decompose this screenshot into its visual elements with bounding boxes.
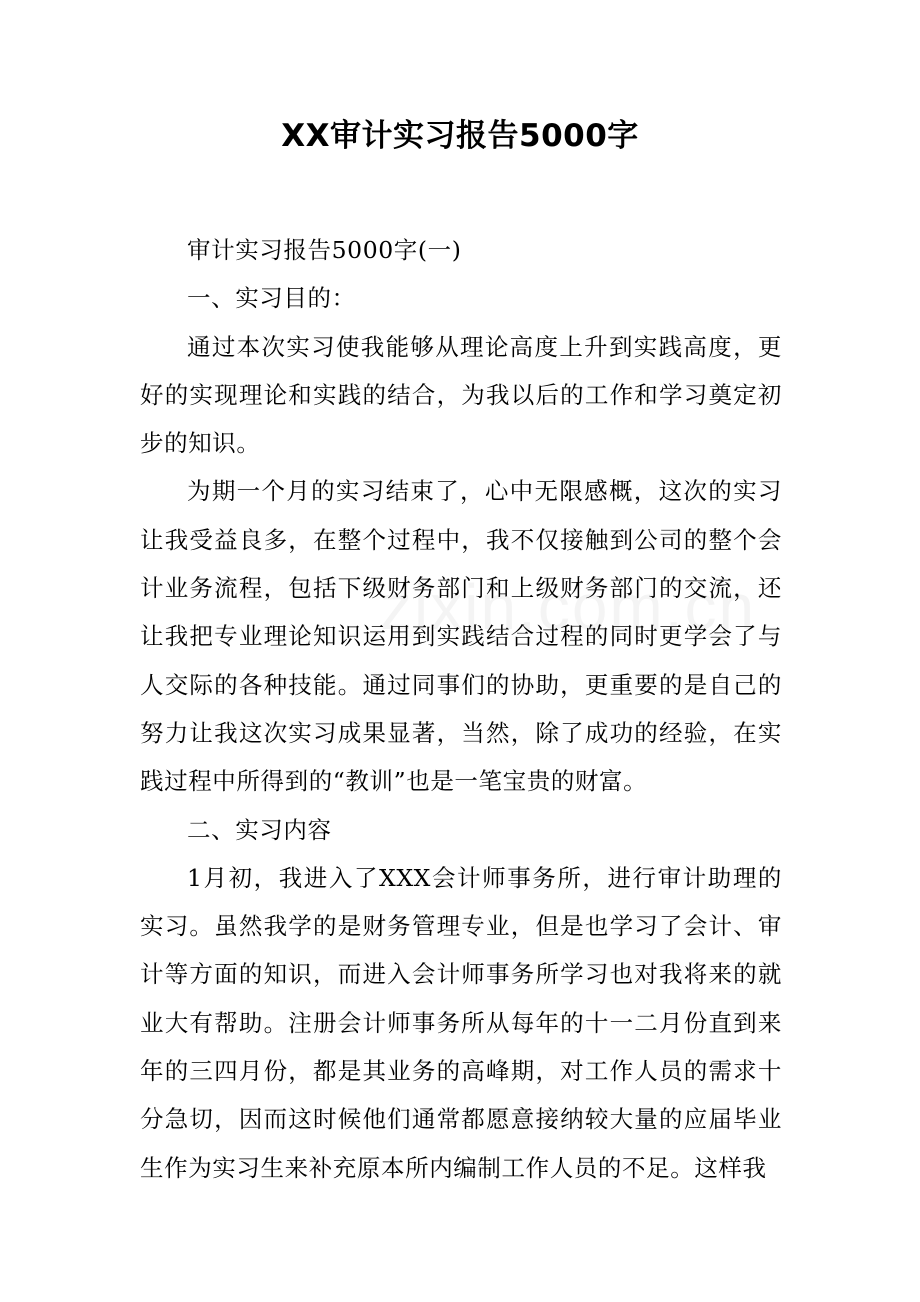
body-paragraph: 为期一个月的实习结束了，心中无限感概，这次的实习让我受益良多，在整个过程中，我不仅接触到公司的整个会计业务流程，包括下级财务部门和上级财务部门的交流，还让我把专业理论知识运用到实践结合过程的同时更学会了与人交际的各种技能。通过同事们的协助，更重要的是自己的努力让我这次实习成果显著，当然，除了成功的经验，在实践过程中所得到的“教训”也是一笔宝贵的财富。: [140, 477, 782, 796]
subsection-heading: 二、实习内容: [187, 815, 332, 844]
subsection-heading: 一、实习目的：: [187, 284, 356, 313]
section-heading: 审计实习报告5000字(一): [187, 236, 462, 264]
document-title: XX审计实习报告5000字: [281, 118, 639, 154]
body-paragraph: 1月初，我进入了XXX会计师事务所，进行审计助理的实习。虽然我学的是财务管理专业，但是也学习了会计、审计等方面的知识，而进入会计师事务所学习也对我将来的就业大有帮助。注册会计师事务所从每年的十一二月份直到来年的三四月份，都是其业务的高峰期，对工作人员的需求十分急切，因而这时候他们通常都愿意接纳较大量的应届毕业生作为实习生来补充原本所内编制工作人员的不足。这样我: [140, 863, 782, 1182]
document-body: [140, 226, 782, 1192]
body-paragraph: 通过本次实习使我能够从理论高度上升到实践高度，更好的实现理论和实践的结合，为我以后的工作和学习奠定初步的知识。: [140, 332, 782, 458]
